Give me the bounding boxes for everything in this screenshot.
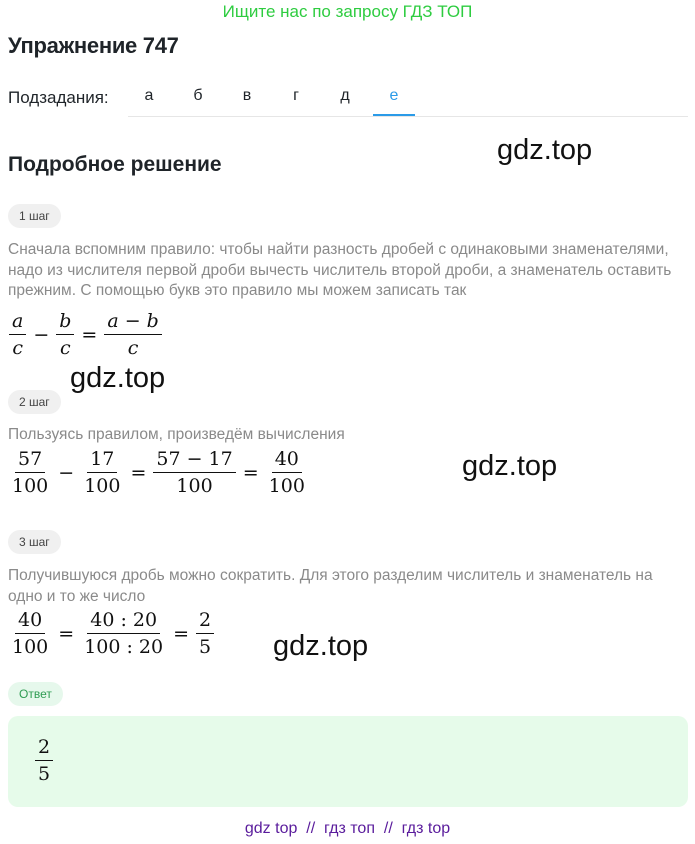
fraction: $\frac{2}{5}$ <box>196 609 214 658</box>
fraction: $\frac{57}{100}$ <box>12 448 49 497</box>
fraction: $\frac{57 - 17}{100}$ <box>153 448 235 497</box>
step-2-badge: 2 шаг <box>8 390 61 414</box>
fraction: $\frac{40 : 20}{100 : 20}$ <box>84 609 164 658</box>
equals-sign: = <box>173 622 190 645</box>
step-3-badge: 3 шаг <box>8 530 61 554</box>
fraction: $\frac{a - b}{c}$ <box>104 310 162 359</box>
tab-b[interactable]: б <box>193 87 203 104</box>
fraction: $\frac{40}{100}$ <box>12 609 49 658</box>
tab-v[interactable]: в <box>242 87 252 104</box>
answer-badge: Ответ <box>8 682 63 706</box>
equals-sign: = <box>130 461 147 484</box>
watermark: gdz.top <box>462 450 558 482</box>
watermark: gdz.top <box>273 630 369 662</box>
fraction: $\frac{40}{100}$ <box>268 448 305 497</box>
step-1-badge: 1 шаг <box>8 204 61 228</box>
equals-sign: = <box>242 461 259 484</box>
step-2-text: Пользуясь правилом, произведём вычисления <box>8 426 345 443</box>
answer-box <box>8 716 688 807</box>
tab-a[interactable]: а <box>144 87 154 104</box>
subtasks-tabs <box>128 78 688 117</box>
minus-sign: − <box>33 323 50 346</box>
footer-text[interactable]: gdz top // гдз топ // гдз top <box>244 820 451 837</box>
equals-sign: = <box>58 622 75 645</box>
tab-e[interactable]: е <box>373 78 415 116</box>
fraction: $\frac{a}{c}$ <box>9 310 26 359</box>
step-3-formula <box>6 609 217 658</box>
fraction: $\frac{17}{100}$ <box>84 448 121 497</box>
subtasks-label: Подзадания: <box>8 88 109 107</box>
fraction: $\frac{b}{c}$ <box>56 310 74 359</box>
fraction: $\frac{2}{5}$ <box>35 736 53 785</box>
step-2-formula <box>6 448 311 497</box>
watermark: gdz.top <box>497 134 593 166</box>
tab-g[interactable]: г <box>293 87 299 104</box>
answer-formula <box>32 736 56 785</box>
equals-sign: = <box>81 323 98 346</box>
step-1-text: Сначала вспомним правило: чтобы найти разность дробей с одинаковыми знаменателями, надо из числителя первой дроби вычесть числитель второй дроби, а знаменатель оставить прежним. С помощью букв это правило мы можем записать так <box>8 241 672 299</box>
watermark: gdz.top <box>70 362 166 394</box>
step-3-text: Получившуюся дробь можно сократить. Для этого разделим числитель и знаменатель на одно и то же число <box>8 567 653 605</box>
footer-links <box>0 820 695 838</box>
step-1-formula <box>6 310 165 359</box>
page-title: Упражнение 747 <box>8 33 179 58</box>
search-banner: Ищите нас по запросу ГДЗ ТОП <box>222 2 473 21</box>
tab-d[interactable]: д <box>340 87 350 104</box>
solution-heading: Подробное решение <box>8 153 222 176</box>
minus-sign: − <box>58 461 75 484</box>
